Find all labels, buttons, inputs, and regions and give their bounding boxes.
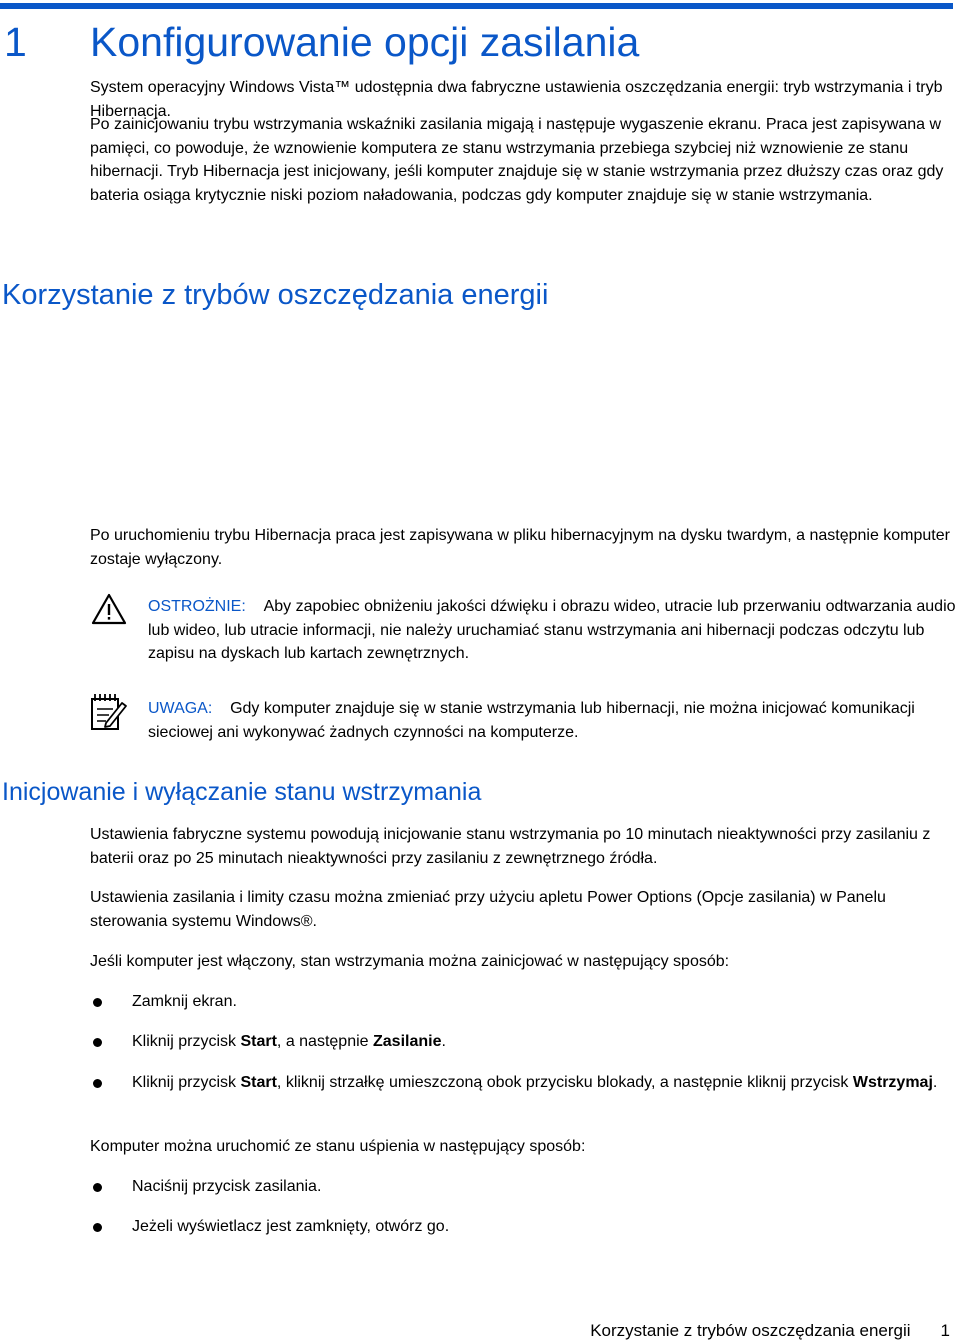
page-footer — [590, 1319, 950, 1343]
note-block — [148, 697, 958, 744]
chapter-rule — [0, 3, 953, 9]
note-label: UWAGA: — [148, 700, 213, 717]
list-item — [90, 1071, 956, 1095]
list-item-text: Naciśnij przycisk zasilania. — [132, 1178, 322, 1195]
chapter-title-text: Konfigurowanie opcji zasilania — [90, 19, 640, 65]
list-item — [90, 1030, 956, 1054]
bullet-icon — [93, 1223, 102, 1232]
list-item-text: , a następnie — [276, 1033, 373, 1050]
section-paragraph-2: Po zainicjowaniu trybu wstrzymania wskaźniki zasilania migają i następuje wygaszenie ekranu. Praca jest zapisywana w pamięci, co powoduje, że wznowienie komputera ze stanu wstrzymania przebiega szybciej niż wznowienie ze stanu hibernacji. Tryb Hibernacja jest inicjowany, jeśli komputer znajduje się w stanie wstrzymania przez dłuższy czas oraz gdy bateria osiąga krytycznie niski poziom naładowania, podczas gdy komputer znajduje się w stanie wstrzymania. — [90, 116, 944, 204]
start-button-label: Start — [240, 1074, 277, 1091]
chapter-number: 1 — [4, 19, 27, 65]
list-item-text: , kliknij strzałkę umieszczoną obok przycisku blokady, a następnie kliknij przycisk — [276, 1074, 853, 1091]
note-text: Gdy komputer znajduje się w stanie wstrzymania lub hibernacji, nie można inicjować komunikacji sieciowej ani wykonywać żadnych czynności na komputerze. — [148, 700, 915, 741]
subsection-title: Inicjowanie i wyłączanie stanu wstrzymania — [2, 778, 482, 806]
caution-label: OSTROŻNIE: — [148, 598, 246, 615]
bullet-icon — [93, 998, 102, 1007]
list-item-punctuation: . — [441, 1033, 446, 1050]
list-item-text: Kliknij przycisk — [132, 1033, 241, 1050]
bullet-icon — [93, 1183, 102, 1192]
suspend-button-label: Wstrzymaj — [852, 1074, 933, 1091]
subsection-paragraph-3: Jeśli komputer jest włączony, stan wstrzymania można zainicjować w następujący sposób: — [90, 953, 730, 970]
caution-block — [148, 595, 958, 666]
section-title: Korzystanie z trybów oszczędzania energii — [2, 279, 549, 311]
caution-text: Aby zapobiec obniżeniu jakości dźwięku i obrazu wideo, utracie lub przerwaniu odtwarzania audio lub wideo, lub utracie informacji, nie należy uruchamiać stanu wstrzymania ani hibernacji podczas odczytu lub zapisu na dyskach lub kartach zewnętrznych. — [148, 598, 956, 662]
list-item-text: Jeżeli wyświetlacz jest zamknięty, otwórz go. — [132, 1218, 450, 1235]
subsection-paragraph-1: Ustawienia fabryczne systemu powodują inicjowanie stanu wstrzymania po 10 minutach nieaktywności przy zasilaniu z baterii oraz po 25 minutach nieaktywności przy zasilaniu z zewnętrznego źródła. — [90, 826, 931, 867]
caution-triangle-icon — [91, 593, 127, 625]
note-pencil-icon — [89, 692, 129, 732]
list-item — [90, 990, 956, 1014]
footer-text: Korzystanie z trybów oszczędzania energii — [590, 1321, 911, 1340]
section-paragraph-1: System operacyjny Windows Vista™ udostępnia dwa fabryczne ustawienia oszczędzania energii: tryb wstrzymania i tryb Hibernacja. — [90, 79, 943, 120]
bullet-icon — [93, 1079, 102, 1088]
page-number: 1 — [940, 1321, 950, 1340]
subsection-paragraph-4: Komputer można uruchomić ze stanu uśpienia w następujący sposób: — [90, 1138, 586, 1155]
list-item — [90, 1215, 956, 1239]
chapter-title — [4, 14, 639, 70]
list-item — [90, 1175, 956, 1199]
list-item-punctuation: . — [932, 1074, 938, 1091]
list-item-text: Zamknij ekran. — [132, 993, 237, 1010]
list-item-text: Kliknij przycisk — [132, 1074, 241, 1091]
section-paragraph-3: Po uruchomieniu trybu Hibernacja praca jest zapisywana w pliku hibernacyjnym na dysku twardym, a następnie komputer zostaje wyłączony. — [90, 527, 950, 568]
start-button-label: Start — [240, 1033, 277, 1050]
bullet-icon — [93, 1038, 102, 1047]
power-button-label: Zasilanie — [373, 1033, 442, 1050]
subsection-paragraph-2: Ustawienia zasilania i limity czasu można zmieniać przy użyciu apletu Power Options (Opcje zasilania) w Panelu sterowania systemu Windows®. — [90, 889, 886, 930]
